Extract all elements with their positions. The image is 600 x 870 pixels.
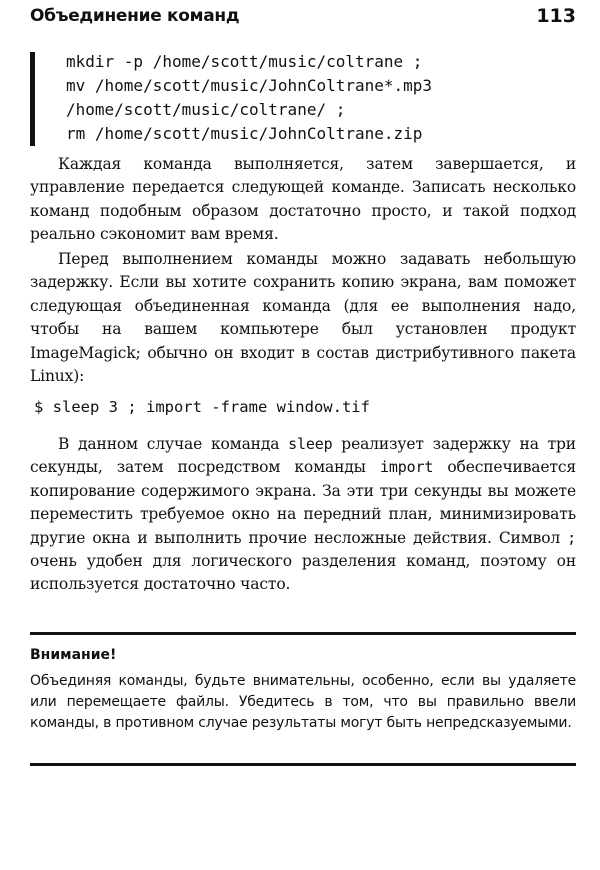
note-bottom-rule xyxy=(30,763,576,766)
command-example: $ sleep 3 ; import -frame window.tif xyxy=(34,398,370,416)
paragraph-3-text: реализует задержку на три секунды, затем посредством команды xyxy=(30,435,576,477)
paragraph-3-text: очень удобен для логического разделения команд, поэтому он используется достаточно часто. xyxy=(30,552,576,594)
code-line: mv /home/scott/music/JohnColtrane*.mp3 xyxy=(66,76,433,95)
note-text: Объединяя команды, будьте внимательны, особенно, если вы удаляете или перемещаете файлы. Убедитесь в том, что вы правильно ввели команды, в противном случае результаты могут быть непредсказуемыми. xyxy=(30,673,576,731)
code-margin-bar xyxy=(30,52,35,146)
inline-code-sleep: sleep xyxy=(288,435,333,453)
paragraph-3-text: обеспечивается копирование содержимого экрана. За эти три секунды вы можете переместить требуемое окно на передний план, минимизировать другие окна и выполнить прочие несложные действия. Символ xyxy=(30,458,577,547)
page-number: 113 xyxy=(536,5,576,27)
paragraph-1: Каждая команда выполняется, затем завершается, и управление передается следующей команде. Записать несколько команд подобным образом достаточно просто, и такой подход реально сэкономит вам время. xyxy=(30,155,576,244)
book-page xyxy=(30,0,576,870)
paragraph-2: Перед выполнением команды можно задавать небольшую задержку. Если вы хотите сохранить копию экрана, вам поможет следующая объединенная команда (для ее выполнения надо, чтобы на вашем компьютере был установлен продукт ImageMagick; обычно он входит в состав дистрибутивного пакета Linux): xyxy=(30,250,576,386)
code-lines xyxy=(66,50,432,146)
paragraph-3-text: В данном случае команда xyxy=(58,435,289,453)
paragraph-3 xyxy=(30,433,576,597)
chapter-title: Объединение команд xyxy=(30,6,240,26)
note-top-rule xyxy=(30,632,576,635)
code-line: /home/scott/music/coltrane/ ; xyxy=(66,100,346,119)
inline-code-semicolon: ; xyxy=(567,528,576,547)
note-title: Внимание! xyxy=(30,647,117,663)
running-header xyxy=(30,6,576,32)
inline-code-import: import xyxy=(379,458,434,477)
code-line: mkdir -p /home/scott/music/coltrane ; xyxy=(66,52,423,71)
code-line: rm /home/scott/music/JohnColtrane.zip xyxy=(66,124,423,143)
